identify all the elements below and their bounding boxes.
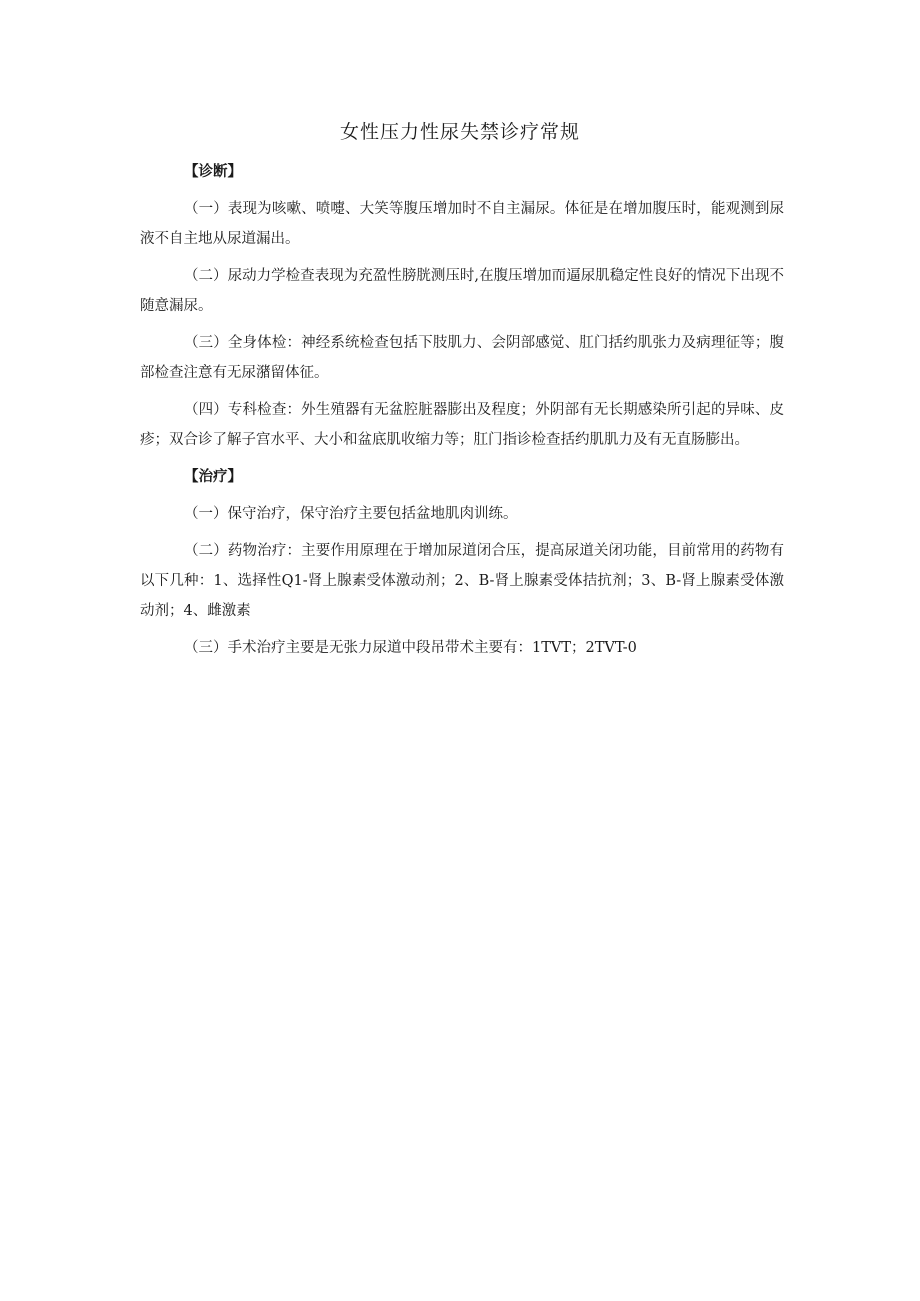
treatment-section [140, 462, 784, 663]
diagnosis-paragraph-3: （三）全身体检：神经系统检查包括下肢肌力、会阴部感觉、肛门括约肌张力及病理征等；腹部检查注意有无尿潴留体征。 [140, 335, 784, 381]
diagnosis-section [140, 157, 784, 455]
diagnosis-paragraph-2: （二）尿动力学检查表现为充盈性膀胱测压时,在腹压增加而逼尿肌稳定性良好的情况下出现不随意漏尿。 [140, 268, 784, 314]
diagnosis-paragraph-4: （四）专科检查：外生殖器有无盆腔脏器膨出及程度；外阴部有无长期感染所引起的异味、皮疹；双合诊了解子宫水平、大小和盆底肌收缩力等；肛门指诊检查括约肌肌力及有无直肠膨出。 [140, 402, 784, 448]
document-body [140, 157, 784, 670]
document-title: 女性压力性尿失禁诊疗常规 [339, 121, 580, 143]
diagnosis-paragraph-1: （一）表现为咳嗽、喷嚏、大笑等腹压增加时不自主漏尿。体征是在增加腹压时，能观测到尿液不自主地从尿道漏出。 [140, 201, 784, 247]
section-heading-treatment: 【治疗】 [184, 468, 242, 485]
treatment-paragraph-2: （二）药物治疗：主要作用原理在于增加尿道闭合压，提高尿道关闭功能，目前常用的药物有以下几种：1、选择性Q1-肾上腺素受体激动剂；2、B-肾上腺素受体拮抗剂；3、B-肾上腺素受体激动剂；4、雌激素 [140, 543, 784, 619]
treatment-paragraph-1: （一）保守治疗，保守治疗主要包括盆地肌肉训练。 [184, 506, 518, 522]
section-heading-diagnosis: 【诊断】 [184, 163, 242, 180]
treatment-paragraph-3: （三）手术治疗主要是无张力尿道中段吊带术主要有：1TVT；2TVT-0 [184, 640, 637, 656]
